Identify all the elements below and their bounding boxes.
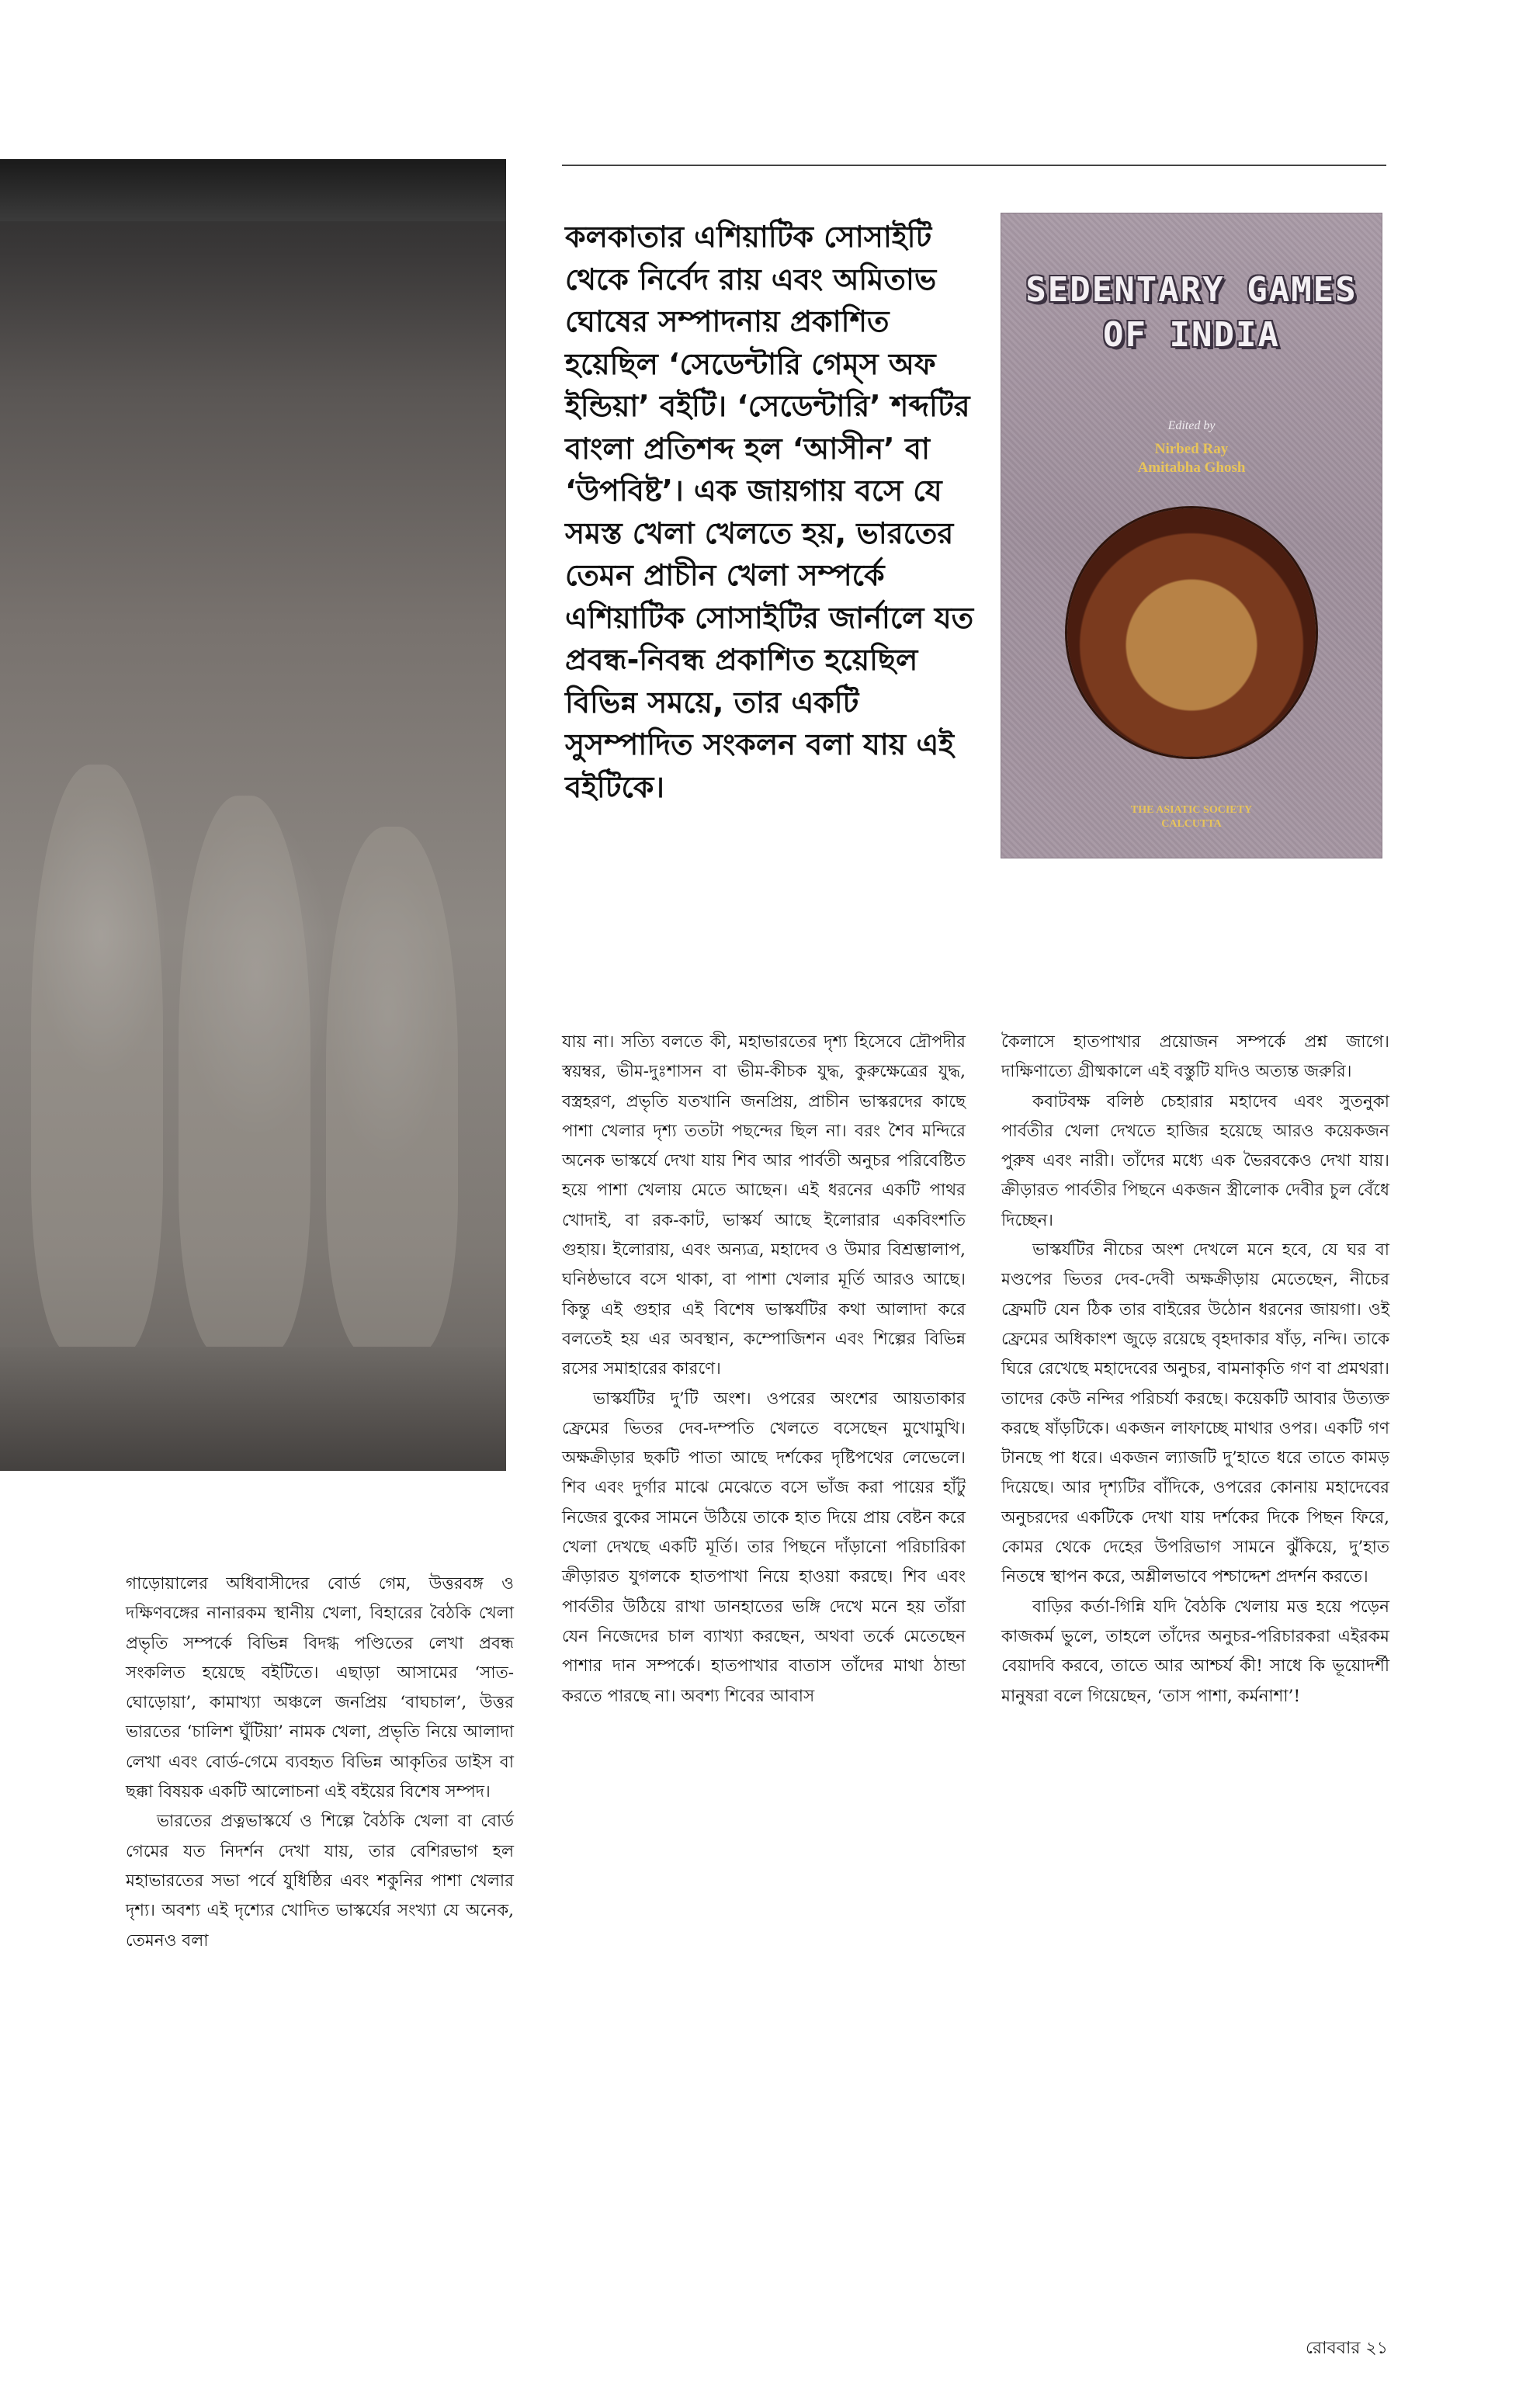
photo-lintel	[0, 159, 506, 221]
book-publisher-line1: THE ASIATIC SOCIETY	[1130, 804, 1253, 816]
pull-quote: কলকাতার এশিয়াটিক সোসাইটি থেকে নির্বেদ রায় এবং অমিতাভ ঘোষের সম্পাদনায় প্রকাশিত হয়েছিল ‘সেডেন্টারি গেম্‌স অফ ইন্ডিয়া’ বইটি। ‘সেডেন্টারি’ শব্দটির বাংলা প্রতিশব্দ হল ‘আসীন’ বা ‘উপবিষ্ট’। এক জায়গায় বসে যে সমস্ত খেলা খেলতে হয়, ভারতের তেমন প্রাচীন খেলা সম্পর্কে এশিয়াটিক সোসাইটির জার্নালে যত প্রবন্ধ-নিবন্ধ প্রকাশিত হয়েছিল বিভিন্ন সময়ে, তার একটি সুসম্পাদিত সংকলন বলা যায় এই বইটিকে।	[565, 220, 974, 804]
sculpture-photo	[0, 159, 506, 1471]
photo-figure-right	[326, 827, 458, 1354]
book-editors	[1001, 440, 1382, 477]
article-column-1	[126, 1569, 514, 1956]
paragraph: ভাস্কর্যটির নীচের অংশ দেখলে মনে হবে, যে ঘর বা মণ্ডপের ভিতর দেব-দেবী অক্ষক্রীড়ায় মেতেছেন, নীচের ফ্রেমটি যেন ঠিক তার বাইরের উঠোন ধরনের জায়গা। ওই ফ্রেমের অধিকাংশ জুড়ে রয়েছে বৃহদাকার ষাঁড়, নন্দি। তাকে ঘিরে রেখেছে মহাদেবের অনুচর, বামনাকৃতি গণ বা প্রমথরা। তাদের কেউ নন্দির পরিচর্যা করছে। কয়েকটি আবার উত্যক্ত করছে ষাঁড়টিকে। একজন লাফাচ্ছে মাথার ওপর। একটি গণ টানছে পা ধরে। একজন ল্যাজটি দু’হাতে ধরে তাতে কামড় দিয়েছে। আর দৃশ্যটির বাঁদিকে, ওপরের কোনায় মহাদেবের অনুচরদের একটিকে দেখা যায় দর্শকের দিকে পিছন ফিরে, কোমর থেকে দেহের উপরিভাগ সামনে ঝুঁকিয়ে, দু’হাত নিতম্বে স্থাপন করে, অশ্লীলভাবে পশ্চাদ্দেশ প্রদর্শন করতে।	[1001, 1240, 1389, 1587]
paragraph: যায় না। সত্যি বলতে কী, মহাভারতের দৃশ্য হিসেবে দ্রৌপদীর স্বয়ম্বর, ভীম-দুঃশাসন বা ভীম-কীচক যুদ্ধ, কুরুক্ষেত্রের যুদ্ধ, বস্ত্রহরণ, প্রভৃতি যতখানি জনপ্রিয়, প্রাচীন ভাস্করদের কাছে পাশা খেলার দৃশ্য ততটা পছন্দের ছিল না। বরং শৈব মন্দিরে অনেক ভাস্কর্যে দেখা যায় শিব আর পার্বতী অনুচর পরিবেষ্টিত হয়ে পাশা খেলায় মেতে আছেন। এই ধরনের একটি পাথর খোদাই, বা রক-কাট, ভাস্কর্য আছে ইলোরার একবিংশতি গুহায়। ইলোরায়, এবং অন্যত্র, মহাদেব ও উমার বিশ্রম্ভালাপ, ঘনিষ্ঠভাবে বসে থাকা, বা পাশা খেলার মূর্তি আরও আছে। কিন্তু এই গুহার এই বিশেষ ভাস্কর্যটির কথা আলাদা করে বলতেই হয় এর অবস্থান, কম্পোজিশন এবং শিল্পের বিভিন্ন রসের সমাহারের কারণে।	[562, 1032, 966, 1379]
paragraph: বাড়ির কর্তা-গিন্নি যদি বৈঠকি খেলায় মত্ত হয়ে পড়েন কাজকর্ম ভুলে, তাহলে তাঁদের অনুচর-পরিচারকরা এইরকম বেয়াদবি করবে, তাতে আর আশ্চর্য কী! সাধে কি ভূয়োদর্শী মানুষরা বলে গিয়েছেন, ‘তাস পাশা, কর্মনাশা’!	[1001, 1597, 1389, 1706]
book-editor-2: Amitabha Ghosh	[1137, 460, 1246, 476]
paragraph: কবাটবক্ষ বলিষ্ঠ চেহারার মহাদেব এবং সুতনুকা পার্বতীর খেলা দেখতে হাজির হয়েছে আরও কয়েকজন পুরুষ এবং নারী। তাঁদের মধ্যে এক ভৈরবকেও দেখা যায়। ক্রীড়ারত পার্বতীর পিছনে একজন স্ত্রীলোক দেবীর চুল বেঁধে দিচ্ছেন।	[1001, 1091, 1389, 1230]
article-column-2	[562, 1028, 966, 1712]
book-title-line2: OF INDIA	[1103, 315, 1280, 355]
photo-ledge	[0, 1347, 506, 1471]
book-publisher	[1001, 803, 1382, 831]
book-medallion-artwork	[1067, 508, 1316, 757]
paragraph: ভাস্কর্যটির দু’টি অংশ। ওপরের অংশের আয়তাকার ফ্রেমের ভিতর দেব-দম্পতি খেলতে বসেছেন মুখোমুখি। অক্ষক্রীড়ার ছকটি পাতা আছে দর্শকের দৃষ্টিপথের লেভেলে। শিব এবং দুর্গার মাঝে মেঝেতে বসে ভাঁজ করা পায়ের হাঁটু নিজের বুকের সামনে উঠিয়ে তাকে হাত দিয়ে প্রায় বেষ্টন করে খেলা দেখছে একটি মূর্তি। তার পিছনে দাঁড়ানো পরিচারিকা ক্রীড়ারত যুগলকে হাতপাখা নিয়ে হাওয়া করছে। শিব এবং পার্বতীর উঠিয়ে রাখা ডানহাতের ভঙ্গি দেখে মনে হয় তাঁরা যেন নিজেদের চাল ব্যাখ্যা করছেন, অথবা তর্কে মেতেছেন পাশার দান সম্পর্কে। হাতপাখার বাতাস তাঁদের মাথা ঠান্ডা করতে পারছে না। অবশ্য শিবের আবাস	[562, 1389, 966, 1706]
paragraph: কৈলাসে হাতপাখার প্রয়োজন সম্পর্কে প্রশ্ন জাগে। দাক্ষিণাত্যে গ্রীষ্মকালে এই বস্তুটি যদিও অত্যন্ত জরুরি।	[1001, 1032, 1389, 1082]
book-title-line1: SEDENTARY GAMES	[1025, 270, 1358, 310]
book-publisher-line2: CALCUTTA	[1161, 818, 1222, 830]
page-footer: রোববার ২১	[1306, 2339, 1388, 2358]
book-edited-by: Edited by	[1167, 419, 1216, 432]
top-rule	[562, 165, 1386, 166]
book-editor-1: Nirbed Ray	[1154, 441, 1229, 457]
article-column-3	[1001, 1028, 1389, 1712]
photo-figure-middle	[179, 796, 310, 1354]
paragraph: গাড়োয়ালের অধিবাসীদের বোর্ড গেম, উত্তরবঙ্গ ও দক্ষিণবঙ্গের নানারকম স্থানীয় খেলা, বিহারের বৈঠকি খেলা প্রভৃতি সম্পর্কে বিভিন্ন বিদগ্ধ পণ্ডিতের লেখা প্রবন্ধ সংকলিত হয়েছে বইটিতে। এছাড়া আসামের ‘সাত-ঘোড়োয়া’, কামাখ্যা অঞ্চলে জনপ্রিয় ‘বাঘচাল’, উত্তর ভারতের ‘চালিশ ঘুঁটিয়া’ নামক খেলা, প্রভৃতি নিয়ে আলাদা লেখা এবং বোর্ড-গেমে ব্যবহৃত বিভিন্ন আকৃতির ডাইস বা ছক্কা বিষয়ক একটি আলোচনা এই বইয়ের বিশেষ সম্পদ।	[126, 1574, 514, 1802]
book-title	[1001, 268, 1382, 358]
photo-figure-left	[31, 765, 163, 1354]
paragraph: ভারতের প্রত্নভাস্কর্যে ও শিল্পে বৈঠকি খেলা বা বোর্ড গেমের যত নিদর্শন দেখা যায়, তার বেশিরভাগ হল মহাভারতের সভা পর্বে যুধিষ্ঠির এবং শকুনির পাশা খেলার দৃশ্য। অবশ্য এই দৃশ্যের খোদিত ভাস্কর্যের সংখ্যা যে অনেক, তেমনও বলা	[126, 1812, 514, 1951]
book-cover-image	[1001, 213, 1382, 858]
